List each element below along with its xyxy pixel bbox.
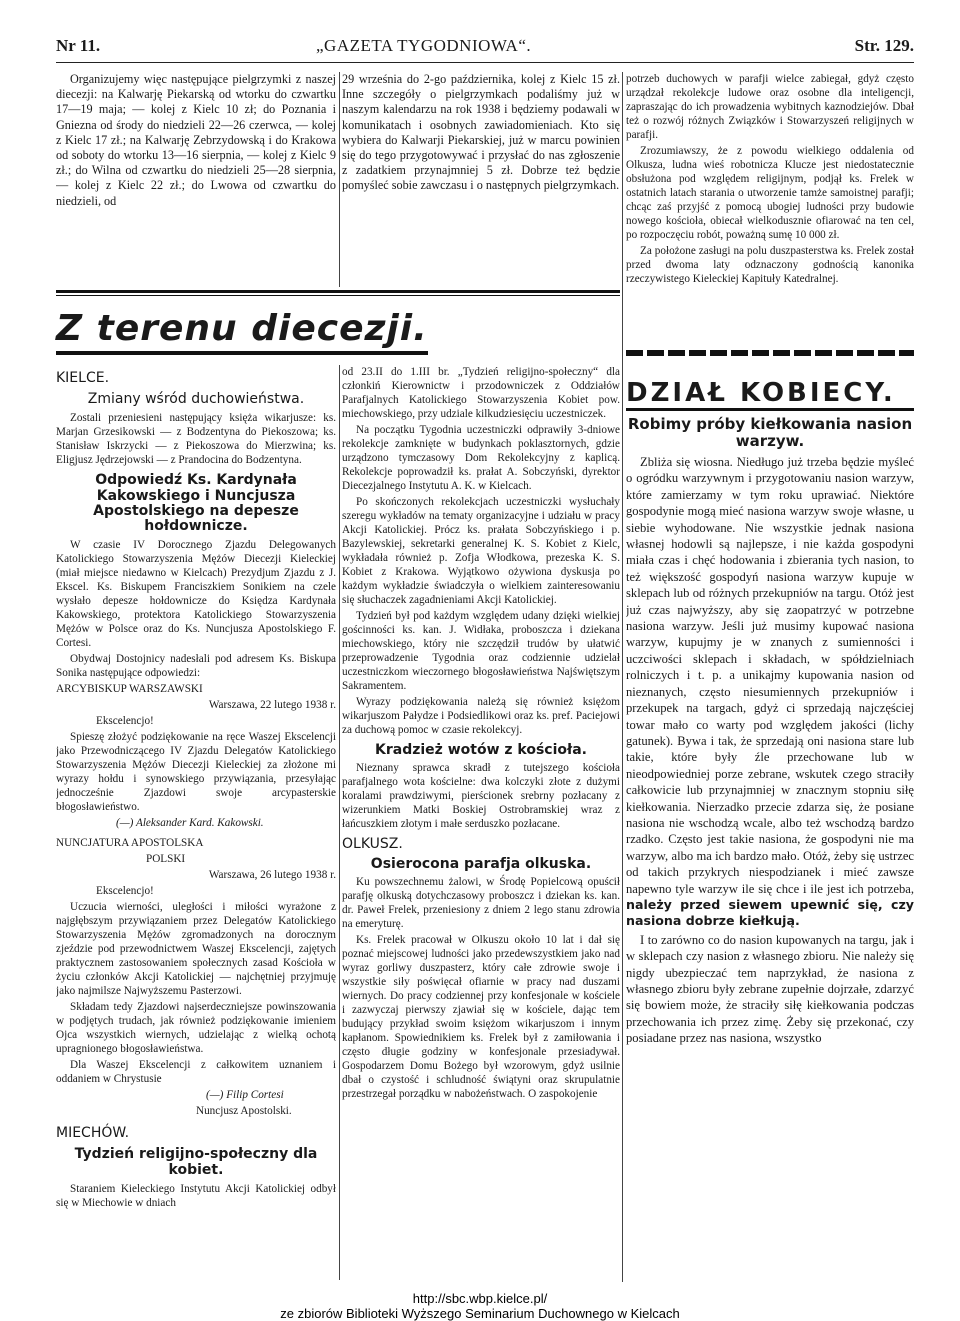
heading-orphaned-parish: Osierocona parafja olkuska. xyxy=(370,856,592,872)
nunciature-heading-2: POLSKI xyxy=(146,853,186,866)
col2-top xyxy=(342,72,620,282)
archbishop-heading: ARCYBISKUP WARSZAWSKI xyxy=(56,683,203,696)
archbishop-salutation: Ekscelencjo! xyxy=(96,715,154,728)
religious-week-cont-3: Po skończonych rekolekcjach uczestniczki wysłuchały szeregu wykładów na tematy organizacyjne i udziału w pracy Akcji Katolickiej. Prócz ks. prałata Sobczyńskiego i p. Bazylewskiej, sekretarki generalnej K. S. Kobiet z Kielc, wykładała również p. Zofja Włodkowa, prezeska K. S. Kobiet z Krakowa. Wyjątkowo ożywiona dyskusja po każdym wykładzie świadczyła o wielkiem zainteresowaniu się słuchaczek zagadnieniami Akcji Katolickiej. xyxy=(342,496,620,606)
germination-text-2: I to zarówno co do nasion kupowanych na targu, jak i w sklepach czy nasion z własnego zbioru. Nie należy się nigdy ubezpieczać tem naprzykład, że nasiona z własnego zbioru były zebrane zupełnie dojrzałe, zdarzyć się bowiem może, że straciły siłę kiełkowania podczas przechowania ich przez zimę. Żeby się przekonać, czy posiadane przez nas nasiona, wszystko xyxy=(626,932,914,1046)
frelek-text-3: Za położone zasługi na polu duszpasterstwa ks. Frelek został przed dwoma laty odznaczony godnością kanonika rzeczywistego Kieleckiej Kapituły Katedralnej. xyxy=(626,245,914,285)
archbishop-letter: Spieszę złożyć podziękowanie na ręce Waszej Ekscelencji jako Przewodniczącego IV Zjazdu Delegatów Katolickiego Stowarzyszenia Mężów Diecezji Kieleckiej za złożone mi wyrazy hołdu i synowskiego przywiązania, przesyłając jednocześnie Zjazdowi swoje arcypasterskie błogosławieństwo. xyxy=(56,731,336,814)
col3-top xyxy=(626,72,914,372)
newspaper-title: „GAZETA TYGODNIOWA“. xyxy=(316,36,532,55)
heading-religious-week: Tydzień religijno-społeczny dla kobiet. xyxy=(74,1146,318,1178)
heading-theft: Kradzież wotów z kościoła. xyxy=(375,742,587,758)
col1-top xyxy=(56,72,336,282)
nunciature-signature-title: Nuncjusz Apostolski. xyxy=(196,1105,292,1118)
womens-section-banner: DZIAŁ KOBIECY. xyxy=(626,378,914,411)
germination-text-1a: Zbliża się wiosna. Niedługo już trzeba będzie myśleć o ogródku warzywnym i przygotowaniu nasion warzyw, które zamierzamy w tym roku uprawiać. Niektóre gospodynie mogą mieć nasiona warzyw swoje własne, u siebie wyhodowane. Nie wszystkie jednak nasiona własnej hodowli są najlepsze, i nie każda gospodyni miała czas i chęć hodowania i zbierania tych nasion, to też większość gospodyń nasiona warzyw kupuje w sklepach lub od różnych przekupniów na targu. Otóż jest już czas najwyższy, aby się zaopatrzyć w potrzebne nasiona warzyw. Jeśli już musimy kupować nasiona warzyw, kupujmy je w znanych z sumienności i uczciwości sklepach i składach, w spółdzielniach rolniczych i t. p. a unikajmy kupowania nasion od nieznanych, często niesumiennych przekupniów i przekupek na targach, gdyż ci sprzedają najczęściej towar mało co warty pod względem jakości (lichy gatunek). Bywa i tak, że sprzedają oni nasiona stare lub takie, które były źle przechowane lub w nieodpowiedniej porze zebrane, wskutek czego straciły całkowicie lub przynajmniej w znacznym stopniu siłę kiełkowania. Nierzadko przecie zdarza się, że posiane nasiona nie wschodzą wcale, albo też wschodzą bardzo rzadko. Często jest takie nasiona, że gospodyni nie ma warzyw, albo ma ich bardzo mało. Otóż, żeby się ustrzec od takich przykrych niespodzianek i mieć zawsze napewno tyle warzyw ile się chce i ile jest ich potrzeba, xyxy=(626,455,914,896)
page-number: Str. 129. xyxy=(854,36,914,55)
frelek-text-1: potrzeb duchowych w parafji wielce zabiegał, gdyż często urządzał rekolekcje ludowe oraz osobne dla inteligencji, zapraszając do ich prowadzenia wybitnych kaznodziejów. Dbał też o rozwój różnych Związków i Stowarzyszeń religijnych w parafji. xyxy=(626,73,914,141)
nunciature-letter-3: Dla Waszej Ekscelencji z całkowitem uznaniem i oddaniem w Chrystusie xyxy=(56,1059,336,1086)
religious-week-cont-2: Na początku Tygodnia uczestniczki odprawiły 3-dniowe rekolekcje zamknięte w budynkach poklasztornych, gdzie urządzono tymczasowy Dom Rekolekcyjny z kaplicą. Rekolekcje poprowadził ks. prałat A. Sobczyński, dyrektor Diecezjalnego Instytutu A. K. w Kielcach. xyxy=(342,424,620,492)
religious-week-cont-4: Tydzień był pod każdym względem udany dzięki wielkiej gościnności ks. kan. J. Widłaka, proboszcza i dziekana miechowskiego, który nie szczędził trudów by ułatwić przeprowadzenie Tygodnia oraz codziennie udzielał uczestniczkom wieczornego błogosławieństwa Najświętszym Sakramentem. xyxy=(342,610,620,692)
congress-text: W czasie IV Dorocznego Zjazdu Delegowanych Katolickiego Stowarzyszenia Mężów Diecezji Kieleckiej (miał miejsce niedawno w Kielcach) Prezydjum Zjazdu z J. Ekscel. Ks. Biskupem Franciszkiem Sonikiem na czele wysłało depesze hołdownicze do Księdza Kardynała Kakowskiego, protektora Katolickiego Stowarzyszenia Mężów w Polsce oraz do Ks. Nuncjusza Apostolskiego F. Cortesi. xyxy=(56,539,336,650)
section-divider xyxy=(56,290,620,296)
religious-week-cont-1: od 23.II do 1.III br. „Tydzień religijno-społeczny“ dla członkiń Kierownictw i przodowniczek z Oddziałów Parafjalnych Katolickiego Stowarzyszenia Kobiet pow. miechowskiego, przy udziale kilkudziesięciu uczestniczek. xyxy=(342,366,620,420)
olkusz-text-1: Ku powszechnemu żalowi, w Środę Popielcową opuścił parafję olkuską dotychczasowy proboszcz i dziekan ks. kan. dr. Paweł Frelek, przeniesiony z dniem 2 lego stanu zdrowia na emeryturę. xyxy=(342,876,620,930)
theft-text: Nieznany sprawca skradł z tutejszego kościoła parafjalnego wota kościelne: dwa kolczyki złote z dużymi koralami prawdziwymi, pierścionek srebrny pozłacany z wizerunkiem Matki Boskiej Ostrobramskiej wraz z łańcuszkiem złotym i małe serduszko pozłacane. xyxy=(342,762,620,830)
heading-clergy-changes: Zmiany wśród duchowieństwa. xyxy=(87,391,305,408)
footer-source: ze zbiorów Biblioteki Wyższego Seminarium Duchownego w Kielcach xyxy=(280,1306,680,1321)
clergy-changes-text: Zostali przeniesieni następujący księża wikarjusze: ks. Marjan Grzesikowski — z Bodzentyna do Piekoszowa; ks. Stanisław Iskrzycki — z Piekoszowa do Mierzwina; ks. Eligjusz Jędrzejowski — z Prandocina do Bodzentyna. xyxy=(56,412,336,467)
place-miechow: MIECHÓW. xyxy=(56,1125,130,1142)
nunciature-letter-1: Uczucia wierności, uległości i miłości wyrażone z najgłębszym przywiązaniem przez Delegatów Katolickiego Stowarzyszenia Mężów zgromadzonych na dorocznym zjeździe pod przewodnictwem Waszej Ekscelencji, zajętych praktycznem zastosowaniem społecznych zasad Kościoła w życiu członków Akcji Katolickiej — najchętniej przyjmuję jako najmilsze Najwyższemu Pasterzowi. xyxy=(56,901,336,998)
col2-lower xyxy=(342,365,620,1285)
nunciature-signature: (—) Filip Cortesi xyxy=(206,1089,284,1102)
page-header xyxy=(56,36,914,63)
nunciature-heading: NUNCJATURA APOSTOLSKA xyxy=(56,837,204,850)
olkusz-text-2: Ks. Frelek pracował w Olkuszu około 10 lat i dał się poznać miejscowej ludności jako przedewszystkiem jako nad wyraz gorliwy duszpasterz, który całe zdrowie swoje i wszystkie siły poświęcał ofiarnie w pracy nad duszami wiernych. Do pracy codziennej przy konfesjonale w kościele i zazwyczaj pierwszy zjawiał się w kościele, dając tem budujący przykład swoim księżom wikarjuszom i innym kapłanom. Spowiednikiem ks. Frelek był z zamiłowania i często długie godziny w konfesjonale przesiadywał. Gospodarzem Domu Bożego był wzorowym, gdyż usilnie dbał o czystość i schludność świątyni oraz skrupulatnie przestrzegał porządku w nabożeństwach. O zaspokojenie xyxy=(342,934,620,1100)
religious-week-cont-5: Wyrazy podziękowania należą się również księżom wikarjuszom Pałydze i Podsiedlikowi oraz ks. pref. Paciejowi za duchową pomoc w czasie rekolekcyj. xyxy=(342,696,620,736)
col1-lower xyxy=(56,365,336,1285)
footer-url: http://sbc.wbp.kielce.pl/ xyxy=(412,1291,548,1306)
germination-text-1 xyxy=(626,454,914,930)
frelek-text-2: Zrozumiawszy, że z powodu wielkiego oddalenia od Olkusza, ludna wieś robotnicza Klucze jest niedostatecznie obsłużona pod względem religijnym, podjął ks. Frelek w ostatnich latach starania o utworzenie tamże samoistnej parafji; chcąc zaś przyjść z pomocą ubogiej ludności przy budowie nowego kościoła, obiecał wielkodusznie ofiarować na ten cel, po rozpoczęciu robót, poważną sumę 10 000 zł. xyxy=(626,145,914,241)
pilgrimage-text-cont: 29 września do 2-go października, kolej z Kielc 15 zł. Inne szczegóły o pielgrzymkach podaliśmy już w naszym kalendarzu na rok 1938 i będziemy podawali w komunikatach i osobnych zawiadomieniach. Kto się wybiera do Kalwarji Piekarskiej, już w marcu powinien się do tego przygotowywać i przysłać do nas zgłoszenie z zadatkiem przynajmniej 5 zł. Dobrze też będzie pomyśleć sobie zawczasu i o następnych pielgrzymkach. xyxy=(342,72,620,193)
germination-highlight: należy przed siewem upewnić się, czy nasiona dobrze kiełkują. xyxy=(626,896,914,929)
replies-intro: Obydwaj Dostojnicy nadesłali pod adresem Ks. Biskupa Sonika następujące odpowiedzi: xyxy=(56,653,336,680)
col3-lower xyxy=(626,410,914,1290)
place-olkusz: OLKUSZ. xyxy=(342,836,403,852)
dash-divider xyxy=(626,350,914,356)
heading-cardinal-response: Odpowiedź Ks. Kardynała Kakowskiego i Nuncjusza Apostolskiego na depesze hołdownicze. xyxy=(93,472,299,535)
pilgrimage-text: Organizujemy więc następujące pielgrzymki z naszej diecezji: na Kalwarję Piekarską od wtorku do czwartku 17—19 maja; — kolej z Kielc 10 zł; do Poznania i Gniezna od środy do niedzieli 22—26 czerwca, — kolej z Kielc 17 zł.; na Kalwarję Zebrzydowską i do Krakowa od soboty do wtorku 13—16 sierpnia, — kolej z Kielc 9 zł.; do Wilna od czwartku do niedzieli 25—28 sierpnia, — kolej z Kielc 22 zł.; do Lwowa od czwartku do niedzieli, od xyxy=(56,72,336,208)
religious-week-text: Staraniem Kieleckiego Instytutu Akcji Katolickiej odbył się w Miechowie w dniach xyxy=(56,1182,336,1209)
nunciature-salutation: Ekscelencjo! xyxy=(96,885,154,898)
heading-germination: Robimy próby kiełkowania nasion warzyw. xyxy=(627,415,913,450)
place-kielce: KIELCE. xyxy=(56,370,110,386)
issue-number: Nr 11. xyxy=(56,36,101,55)
nunciature-letter-2: Składam tedy Zjazdowi najserdeczniejsze powinszowania w podjętych trudach, jak również podziękowanie imieniem Ojca wszystkich wiernych, udzielając z wielką ochotą upragnionego błogosławieństwa. xyxy=(56,1001,336,1056)
archbishop-signature: (—) Aleksander Kard. Kakowski. xyxy=(116,817,264,830)
nunciature-date: Warszawa, 26 lutego 1938 r. xyxy=(208,869,336,882)
section-banner: Z terenu diecezji. xyxy=(56,308,428,355)
archbishop-date: Warszawa, 22 lutego 1938 r. xyxy=(208,699,336,712)
